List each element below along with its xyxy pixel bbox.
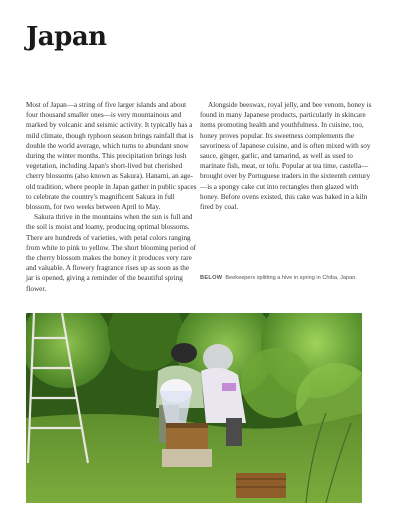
paragraph: Alongside beeswax, royal jelly, and bee venom, honey is found in many Japanese products, particularly in skincare items promoting health and youthfulness. In cuisine, too, honey proves popular. Its sweetness complements the savoriness of Japanese cuisine, and is often mixed with soy sauce, ginger, garlic, and tamarind, as well as used to marinate fish, meat, or tofu. Popular at tea time, castella—brought over by Portuguese traders in the sixteenth century—is a spongy cake cut into rectangles then glazed with honey. Before ovens existed, this cake was baked in a kiln fired by coal. bbox=[200, 101, 372, 212]
body-column-left bbox=[26, 100, 198, 294]
caption-text: Beekeepers splitting a hive in spring in Chiba, Japan. bbox=[225, 275, 357, 281]
caption-label: BELOW bbox=[200, 275, 223, 281]
photo-caption bbox=[200, 275, 360, 283]
beekeepers-photo bbox=[26, 313, 362, 503]
body-column-right bbox=[200, 100, 372, 212]
paragraph: Most of Japan—a string of five larger islands and about four thousand smaller ones—is very mountainous and marked by volcanic and seismic activity. It typically has a mild climate, though typhoon season brings rainfall that is double the world average, which turns to abundant snow during the winter months. This precipitation brings lush vegetation, including Japan's short-lived but cherished cherry blossoms (also known as Sakura). Hanami, an age-old tradition, where people in Japan gather in public spaces to celebrate the country's magnificent Sakura in full blossom, for two weeks between April to May. bbox=[26, 101, 197, 212]
beekeepers-photo-illustration bbox=[26, 313, 362, 503]
paragraph: Sakura thrive in the mountains when the sun is full and the soil is moist and loamy, producing optimal blossoms. There are hundreds of varieties, with petal colors ranging from white to pink to yellow. The short blooming period of the cherry blossom makes the honey it produces very rare and valuable. A flowery fragrance rises up as soon as the jar is opened, giving a reminder of the beautiful spring flower. bbox=[26, 213, 197, 293]
page-title: Japan bbox=[26, 22, 107, 52]
